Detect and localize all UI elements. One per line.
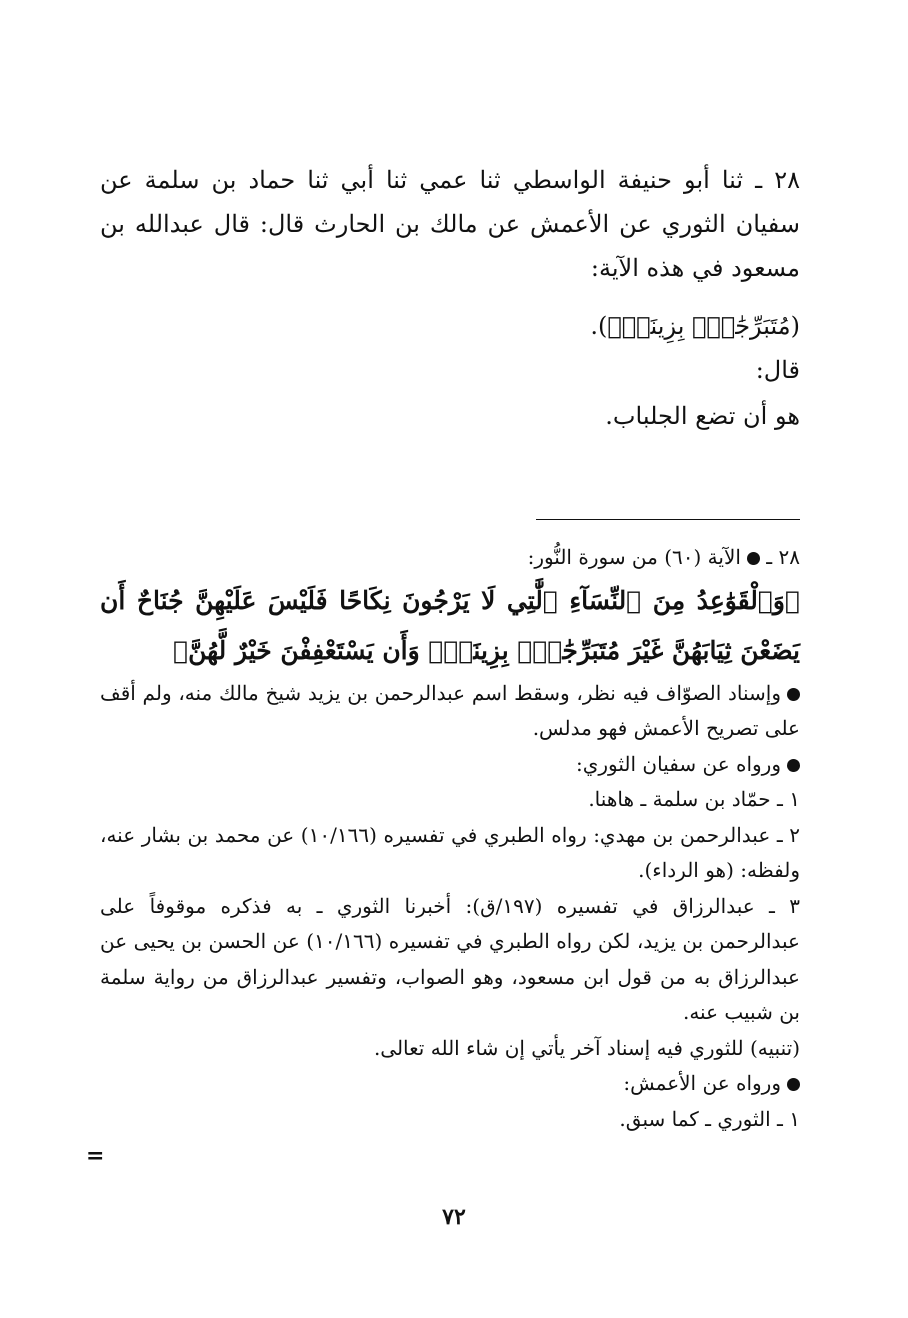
quoted-verse: (مُتَبَرِّجَٰتِۭ بِزِينَةٍۚ). — [590, 312, 800, 340]
quran-verse: ﴿وَٱلْقَوَٰعِدُ مِنَ ٱلنِّسَآءِ ٱلَّٰتِي لَا يَرْجُونَ نِكَاحًا فَلَيْسَ عَلَيْهِنَّ جُنَاحٌ أَن يَضَعْنَ ثِيَابَهُنَّ غَيْرَ مُتَبَرِّجَٰتِۭ بِزِينَةٍۖ وَأَن يَسْتَعْفِفْنَ خَيْرٌ لَّهُنَّ﴾ — [100, 585, 800, 665]
bullet-icon — [787, 1078, 800, 1091]
sufyan-item-3: ٣ ـ عبدالرزاق في تفسيره (١٩٧/ق): أخبرنا الثوري ـ به فذكره موقوفاً على عبدالرحمن بن يزيد، لكن رواه الطبري في تفسيره (١٠/١٦٦) عن الحسن بن يحيى عن عبدالرزاق به من قول ابن مسعود، وهو الصواب، وتفسير عبدالرزاق من رواية سلمة بن شبيب عنه. — [100, 893, 800, 1024]
amash-item-1: ١ ـ الثوري ـ كما سبق. — [619, 1106, 800, 1131]
sufyan-item-1: ١ ـ حمّاد بن سلمة ـ هاهنا. — [588, 787, 800, 811]
bullet-icon — [747, 552, 760, 565]
hadith-text: ٢٨ ـ ثنا أبو حنيفة الواسطي ثنا عمي ثنا أبي ثنا حماد بن سلمة عن سفيان الثوري عن الأعمش عن مالك بن الحارث قال: قال عبدالله بن مسعود في هذه الآية: — [100, 166, 800, 282]
sufyan-item-2: ٢ ـ عبدالرحمن بن مهدي: رواه الطبري في تفسيره (١٠/١٦٦) عن محمد بن بشار عنه، ولفظه: (هو الرداء). — [100, 822, 801, 882]
footnote-divider — [536, 519, 800, 520]
answer-text: هو أن تضع الجلباب. — [605, 402, 800, 430]
said-label: قال: — [755, 356, 800, 384]
page-number: ٧٢ — [442, 1204, 466, 1230]
isnad-note: وإسناد الصوّاف فيه نظر، وسقط اسم عبدالرحمن بن يزيد شيخ مالك منه، ولم أقف على تصريح الأعمش فهو مدلس. — [100, 680, 800, 740]
tanbih-note: (تنبيه) للثوري فيه إسناد آخر يأتي إن شاء الله تعالى. — [373, 1035, 800, 1060]
bullet-icon — [787, 759, 800, 772]
footnote-header-text: الآية (٦٠) من سورة النُّور: — [527, 545, 741, 569]
bullet-icon — [787, 688, 800, 701]
footnote — [100, 540, 800, 1137]
main-text — [100, 158, 800, 438]
continuation-mark: = — [86, 1143, 105, 1169]
amash-header: ورواه عن الأعمش: — [100, 1066, 800, 1102]
footnote-header — [100, 540, 800, 576]
sufyan-header: ورواه عن سفيان الثوري: — [100, 747, 800, 783]
footnote-number: ٢٨ ـ — [766, 545, 800, 569]
